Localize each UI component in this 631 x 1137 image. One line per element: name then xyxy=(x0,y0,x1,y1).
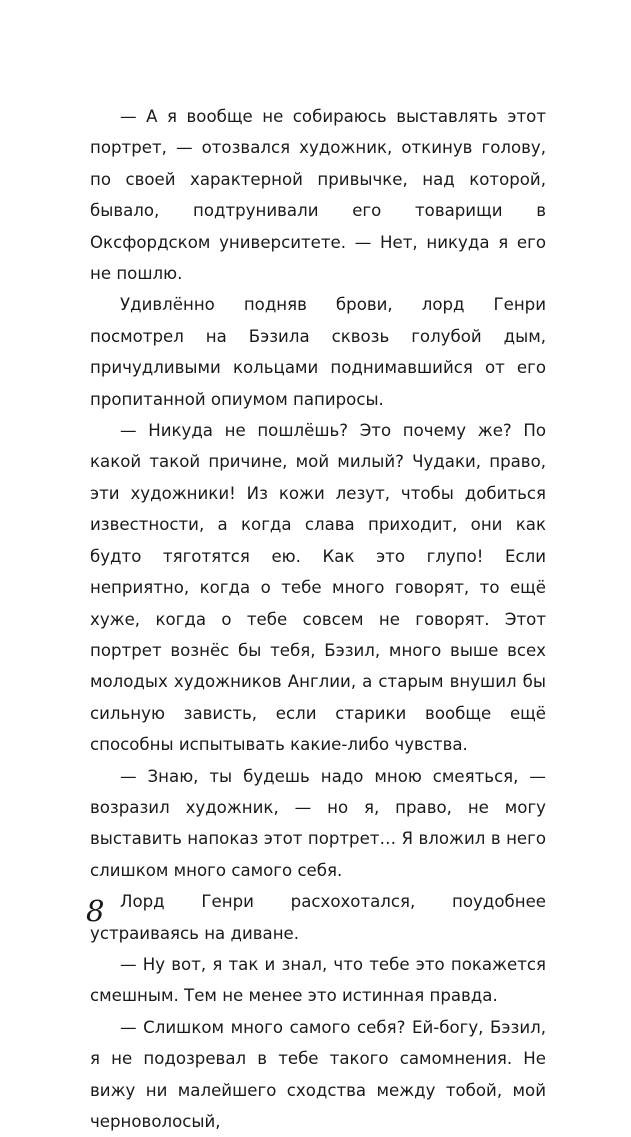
paragraph-6: — Ну вот, я так и знал, что тебе это покажется смешным. Тем не менее это истинная правда. xyxy=(90,954,546,1006)
paragraph-4: — Знаю, ты будешь надо мною смеяться, — возразил художник, — но я, право, не могу выставить напоказ этот портрет… Я вложил в него слишком много самого себя. xyxy=(90,766,546,880)
paragraph-3: — Никуда не пошлёшь? Это почему же? По какой такой причине, мой милый? Чудаки, право, эти художники! Из кожи лезут, чтобы добиться известности, а когда слава приходит, они как будто тяготятся ею. Как это глупо! Если неприятно, когда о тебе много говорят, то ещё хуже, когда о тебе совсем не говорят. Этот портрет вознёс бы тебя, Бэзил, много выше всех молодых художников Англии, а старым внушил бы сильную зависть, если старики вообще ещё способны испытывать какие-либо чувства. xyxy=(90,421,546,755)
paragraph-5: Лорд Генри расхохотался, поудобнее устраиваясь на диване. xyxy=(90,892,546,943)
body-text xyxy=(90,101,546,1137)
paragraph-2: Удивлённо подняв брови, лорд Генри посмотрел на Бэзила сквозь голубой дым, причудливыми кольцами поднимавшийся от его пропитанной опиумом папиросы. xyxy=(90,295,546,409)
page-number: 8 xyxy=(86,894,105,928)
paragraph-1: — А я вообще не собираюсь выставлять этот портрет, — отозвался художник, откинув голову, по своей характерной привычке, над которой, бывало, подтрунивали его товарищи в Оксфордском университете. — Нет, никуда я его не пошлю. xyxy=(90,107,546,284)
paragraph-7: — Слишком много самого себя? Ей-богу, Бэзил, я не подозревал в тебе такого самомнения. Не вижу ни малейшего сходства между тобой, мой черноволосый, xyxy=(90,1017,546,1131)
